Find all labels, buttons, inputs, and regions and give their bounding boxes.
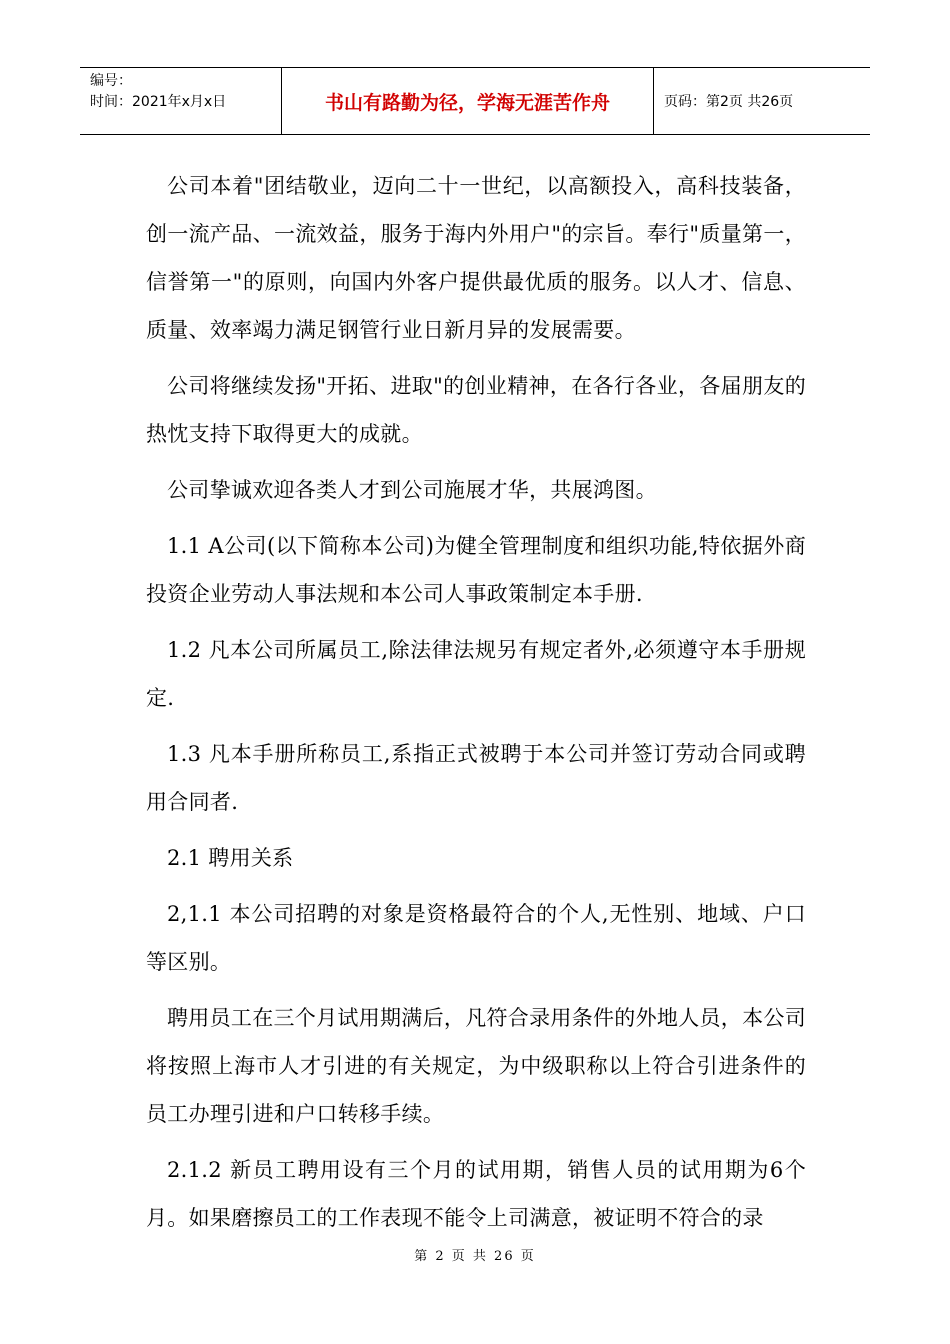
page-header [80,67,870,135]
document-body [146,162,806,1250]
paragraph: 聘用员工在三个月试用期满后，凡符合录用条件的外地人员，本公司将按照上海市人才引进的有关规定，为中级职称以上符合引进条件的员工办理引进和户口转移手续。 [146,1006,806,1126]
paragraph: 2.1.2 新员工聘用设有三个月的试用期，销售人员的试用期为6个月。如果磨擦员工的工作表现不能令上司满意，被证明不符合的录 [146,1158,806,1230]
header-motto: 书山有路勤为径，学海无涯苦作舟 [282,68,654,134]
paragraph: 公司本着"团结敬业，迈向二十一世纪，以高额投入，高科技装备，创一流产品、一流效益，服务于海内外用户"的宗旨。奉行"质量第一，信誉第一"的原则，向国内外客户提供最优质的服务。以人才、信息、质量、效率竭力满足钢管行业日新月异的发展需要。 [146,174,806,342]
paragraph: 公司将继续发扬"开拓、进取"的创业精神，在各行各业，各届朋友的热忱支持下取得更大的成就。 [146,374,806,446]
header-page-info: 页码：第2页 共26页 [664,94,794,110]
paragraph: 1.1 A公司(以下简称本公司)为健全管理制度和组织功能,特依据外商投资企业劳动人事法规和本公司人事政策制定本手册. [146,534,806,606]
section-heading: 2.1 聘用关系 [167,846,294,870]
page-footer: 第 2 页 共 26 页 [414,1249,536,1264]
paragraph: 公司挚诚欢迎各类人才到公司施展才华，共展鸿图。 [167,478,657,502]
date-label: 时间：2021年x月x日 [90,94,227,110]
header-meta-cell [80,68,282,134]
paragraph: 2,1.1 本公司招聘的对象是资格最符合的个人,无性别、地域、户口等区别。 [146,902,806,974]
serial-number-label: 编号： [90,73,132,89]
paragraph: 1.3 凡本手册所称员工,系指正式被聘于本公司并签订劳动合同或聘用合同者. [146,742,806,814]
paragraph: 1.2 凡本公司所属员工,除法律法规另有规定者外,必须遵守本手册规定. [146,638,806,710]
